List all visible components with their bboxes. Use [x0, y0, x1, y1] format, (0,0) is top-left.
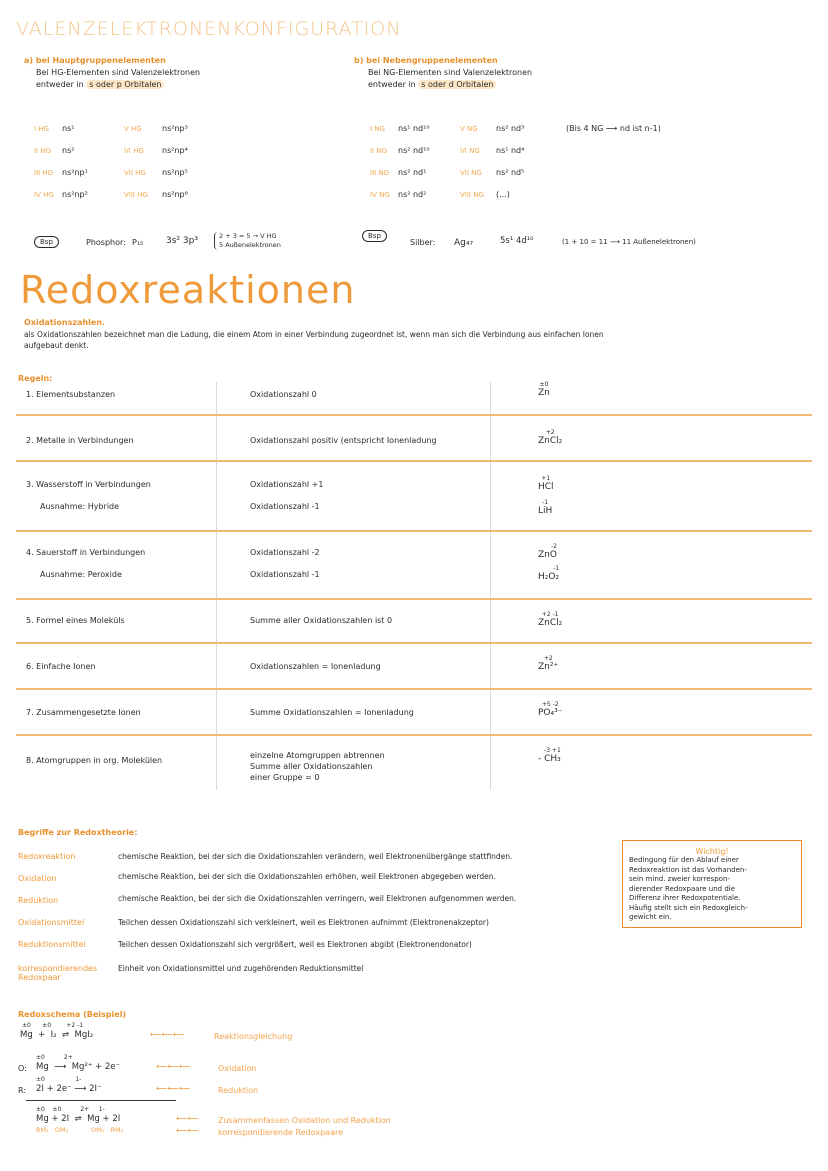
eq4: Mg + 2I ⇌ Mg + 2I: [36, 1114, 121, 1124]
rule-desc: Oxidationszahl -2: [250, 548, 320, 557]
rule-desc: Oxidationszahl positiv (entspricht Ionenladung: [250, 436, 437, 445]
oxidationszahlen-text1: als Oxidationszahlen bezeichnet man die Ladung, die einem Atom in einer Verbindung zugeordnet ist, wenn man sich die Verbindung aus einfachen Ionen: [24, 330, 604, 339]
rule-desc: Oxidationszahlen = Ionenladung: [250, 662, 381, 671]
ng-note: (Bis 4 NG ⟶ nd ist n-1): [566, 124, 661, 133]
rule-example: +1 HCl: [538, 475, 554, 492]
term-redoxreaktion: Redoxreaktion: [18, 852, 76, 861]
eq3-prefix: R:: [18, 1086, 27, 1095]
term-oxidation: Oxidation: [18, 874, 57, 883]
example-a-elem: P₁₅: [132, 238, 144, 247]
rule-example: +2 -1 ZnCl₂: [538, 611, 563, 628]
rule-example: -2 ZnO: [538, 543, 557, 560]
wichtig-box: [622, 840, 802, 928]
rule-desc: Summe aller Oxidationszahlen ist 0: [250, 616, 393, 625]
rule-example: +2 ZnCl₂: [538, 429, 563, 446]
section-b-heading: b) bei Nebengruppenelementen: [354, 56, 498, 65]
rule-desc: Oxidationszahl 0: [250, 390, 317, 399]
rule-exception: Ausnahme: Hybride: [40, 502, 120, 511]
eq2-oxnumbers: ±0 2+: [36, 1054, 73, 1061]
def-reduktionsmittel: Teilchen dessen Oxidationszahl sich vergrößert, weil es Elektronen abgibt (Elektronendonator): [118, 940, 472, 949]
eq4-label1: Zusammenfassen Oxidation und Reduktion: [218, 1116, 391, 1125]
eq2: Mg ⟶ Mg²⁺ + 2e⁻: [36, 1062, 120, 1072]
table-row: 2. Metalle in Verbindungen: [26, 436, 134, 445]
rule-desc: Oxidationszahl +1: [250, 480, 324, 489]
rule-desc: Oxidationszahl -1: [250, 570, 320, 579]
bsp-badge-b: Bsp: [362, 230, 387, 242]
example-a-cfg: 3s² 3p³: [166, 236, 198, 246]
example-a-note: 2 + 3 = 5 → V HG 5 Außenelektronen: [214, 232, 281, 250]
section-a-line1: Bei HG-Elementen sind Valenzelektronen: [36, 68, 201, 77]
schema-heading: Redoxschema (Beispiel): [18, 1010, 127, 1019]
arrow-left-icon: ⟵⟵⟵: [156, 1062, 191, 1071]
rule-example: ±0 Zn: [538, 381, 550, 398]
rule-example: -3 +1 - CH₃: [538, 747, 561, 764]
def-reduktion: chemische Reaktion, bei der sich die Oxidationszahlen verringern, weil Elektronen aufgenommen werden.: [118, 894, 517, 903]
example-a-label: Phosphor:: [86, 238, 126, 247]
table-row: 4. Sauerstoff in Verbindungen: [26, 548, 146, 557]
rule-example: +2 Zn²⁺: [538, 655, 559, 672]
table-divider-2: [490, 382, 491, 790]
table-row: 3. Wasserstoff in Verbindungen: [26, 480, 151, 489]
eq1-oxnumbers: ±0 ±0 +2 -1: [22, 1022, 84, 1029]
table-rule: [16, 460, 812, 462]
eq3: 2I + 2e⁻ ⟶ 2I⁻: [36, 1084, 102, 1094]
table-rule: [16, 642, 812, 644]
def-korrespondierendes-redoxpaar: Einheit von Oxidationsmittel und zugehörenden Reduktionsmittel: [118, 964, 364, 973]
wichtig-text: Bedingung für den Ablauf einer Redoxreaktion ist das Vorhanden- sein mind. zweier korrespon- dierender Redoxpaare und die Differenz ihrer Redoxpotentiale. Häufig stellt sich ein Redoxgleich- gewicht ein.: [629, 856, 748, 921]
rule-exception: Ausnahme: Peroxide: [40, 570, 122, 579]
table-rule: [16, 414, 812, 416]
table-rule: [16, 734, 812, 736]
section-b-line2: entweder in s oder d Orbitalen: [368, 80, 496, 89]
rule-example: +5 -2 PO₄³⁻: [538, 701, 563, 718]
arrow-left-icon: ⟵⟵: [176, 1114, 199, 1123]
example-b-elem: Ag₄₇: [454, 238, 474, 248]
rule-example: -1 H₂O₂: [538, 565, 560, 582]
begriffe-heading: Begriffe zur Redoxtheorie:: [18, 828, 138, 837]
table-row: 1. Elementsubstanzen: [26, 390, 116, 399]
eq1: Mg + I₂ ⇌ MgI₂: [20, 1030, 94, 1040]
oxidationszahlen-text2: aufgebaut denkt.: [24, 341, 89, 350]
oxidationszahlen-heading: Oxidationszahlen.: [24, 318, 105, 327]
regeln-heading: Regeln:: [18, 374, 53, 383]
arrow-left-icon: ⟵⟵: [176, 1126, 199, 1135]
section-a-heading: a) bei Hauptgruppenelementen: [24, 56, 166, 65]
term-reduktion: Reduktion: [18, 896, 59, 905]
rule-desc: Summe Oxidationszahlen = Ionenladung: [250, 708, 414, 717]
redox-title: Redoxreaktionen: [20, 268, 356, 312]
table-rule: [16, 688, 812, 690]
eq2-label: Oxidation: [218, 1064, 257, 1073]
section-b-line1: Bei NG-Elementen sind Valenzelektronen: [368, 68, 533, 77]
def-oxidation: chemische Reaktion, bei der sich die Oxidationszahlen erhöhen, weil Elektronen abgegeben werden.: [118, 872, 496, 881]
wichtig-heading: Wichtig!: [695, 847, 729, 856]
example-b-note: (1 + 10 = 11 ⟶ 11 Außenelektronen): [562, 238, 696, 246]
summary-rule: [26, 1100, 176, 1101]
eq3-label: Reduktion: [218, 1086, 259, 1095]
table-row: 7. Zusammengesetzte Ionen: [26, 708, 141, 717]
eq4-roles: RM₁ OM₂ OM₁ RM₂: [36, 1126, 124, 1134]
bsp-badge-a: Bsp: [34, 236, 59, 248]
rule-desc: einzelne Atomgruppen abtrennen Summe aller Oxidationszahlen einer Gruppe = 0: [250, 751, 385, 782]
eq2-prefix: O:: [18, 1064, 27, 1073]
eq3-oxnumbers: ±0 1-: [36, 1076, 82, 1083]
example-b-cfg: 5s¹ 4d¹⁰: [500, 236, 534, 246]
arrow-left-icon: ⟵⟵⟵: [156, 1084, 191, 1093]
def-redoxreaktion: chemische Reaktion, bei der sich die Oxidationszahlen verändern, weil Elektronenübergänge stattfinden.: [118, 852, 513, 861]
term-korrespondierendes-redoxpaar: korrespondierendes Redoxpaar: [18, 964, 98, 982]
def-oxidationsmittel: Teilchen dessen Oxidationszahl sich verkleinert, weil es Elektronen aufnimmt (Elektronenakzeptor): [118, 918, 489, 927]
eq1-label: Reaktionsgleichung: [214, 1032, 293, 1041]
table-row: 8. Atomgruppen in org. Molekülen: [26, 756, 163, 765]
example-b-label: Silber:: [410, 238, 436, 247]
term-oxidationsmittel: Oxidationsmittel: [18, 918, 85, 927]
section-a-line2: entweder in s oder p Orbitalen: [36, 80, 164, 89]
table-row: 6. Einfache Ionen: [26, 662, 96, 671]
arrow-left-icon: ⟵⟵⟵: [150, 1030, 185, 1039]
eq4-oxnumbers: ±0 ±0 2+ 1-: [36, 1106, 105, 1113]
rule-example: -1 LiH: [538, 499, 553, 516]
table-rule: [16, 530, 812, 532]
rule-desc: Oxidationszahl -1: [250, 502, 320, 511]
eq4-label2: korrespondierende Redoxpaare: [218, 1128, 344, 1137]
term-reduktionsmittel: Reduktionsmittel: [18, 940, 86, 949]
page-title: VALENZELEKTRONENKONFIGURATION: [16, 18, 402, 40]
table-divider-1: [216, 382, 217, 790]
table-rule: [16, 598, 812, 600]
table-row: 5. Formel eines Moleküls: [26, 616, 125, 625]
